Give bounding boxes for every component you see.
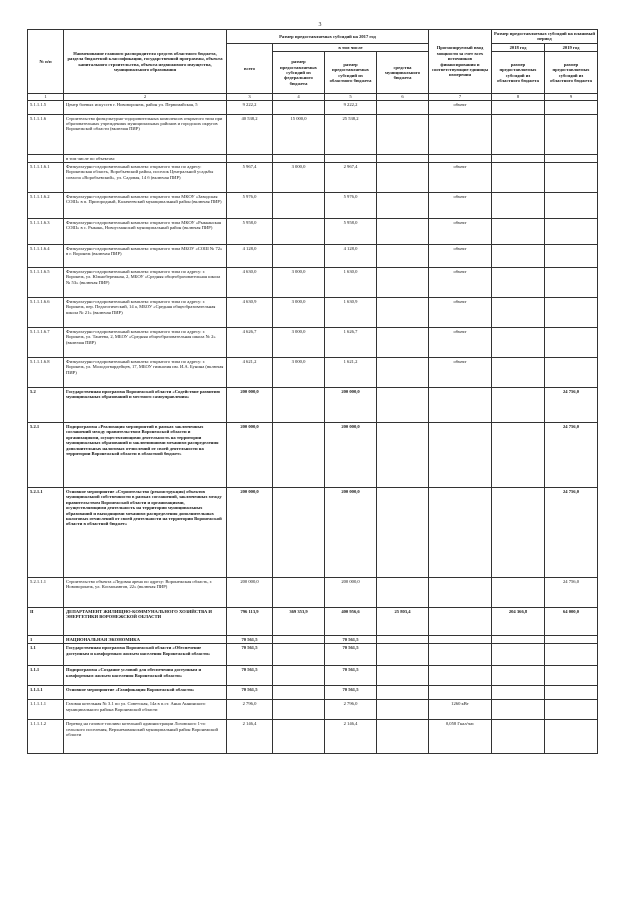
row-obl: 2 146,4 bbox=[325, 720, 377, 754]
row-total: 70 561,5 bbox=[227, 636, 273, 644]
row-name: Физкультурно-оздоровительный комплекс открытого типа МБОУ «СОШ № 72» в г. Воронеж (включая ПИР) bbox=[64, 245, 227, 268]
row-obl: 2 967,4 bbox=[325, 163, 377, 193]
row-fed: 369 353,9 bbox=[273, 608, 325, 636]
row-id: 5.1.1.1.6.7 bbox=[28, 328, 64, 358]
row-2019: 24 756,0 bbox=[545, 488, 598, 578]
row-total: 5 958,0 bbox=[227, 219, 273, 245]
row-id bbox=[28, 154, 64, 162]
row-name: Физкультурно-оздоровительный комплекс открытого типа по адресу: Воронежская область, Воробьевский район, поселок Центральной усадьбы совхоза «Воробьевский», ул. Садовая, 14 б (включая ПИР) bbox=[64, 163, 227, 193]
row-2018 bbox=[492, 163, 545, 193]
column-number: 3 bbox=[227, 94, 273, 100]
row-capacity bbox=[429, 488, 492, 578]
row-mun bbox=[377, 644, 429, 666]
row-name: Физкультурно-оздоровительный комплекс открытого типа МКОУ «Рыкканская СОШ» в с. Рыкань, Новоусманский муниципальный район (включая ПИР) bbox=[64, 219, 227, 245]
row-name: Физкультурно-оздоровительный комплекс открытого типа по адресу: г. Воронеж, пер. Педагогический, 14 а, МБОУ «Средняя общеобразовательная школа № 21» (включая ПИР) bbox=[64, 298, 227, 328]
row-2019 bbox=[545, 328, 598, 358]
row-total: 4 630,9 bbox=[227, 298, 273, 328]
row-capacity: объект bbox=[429, 193, 492, 219]
row-obl bbox=[325, 154, 377, 162]
row-id: 5.1.1.1.6.5 bbox=[28, 268, 64, 298]
row-name: Физкультурно-оздоровительный комплекс открытого типа по адресу: г. Воронеж, ул. Южнобережная, 2, МБОУ «Средняя общеобразовательная школа № 53» (включая ПИР) bbox=[64, 268, 227, 298]
row-fed bbox=[273, 100, 325, 114]
row-id: 5.1.1.1.6.6 bbox=[28, 298, 64, 328]
row-mun bbox=[377, 268, 429, 298]
row-2019 bbox=[545, 154, 598, 162]
table-row bbox=[28, 666, 598, 686]
row-id: 5.2.1 bbox=[28, 423, 64, 488]
row-mun bbox=[377, 298, 429, 328]
row-id: 5.1.1.1.6.4 bbox=[28, 245, 64, 268]
row-obl: 1 630,0 bbox=[325, 268, 377, 298]
row-total: 70 561,5 bbox=[227, 644, 273, 666]
row-id: 1 bbox=[28, 636, 64, 644]
row-capacity bbox=[429, 423, 492, 488]
row-name: Подпрограмма «Создание условий для обеспечения доступным и комфортным жильем населения Воронежской области» bbox=[64, 666, 227, 686]
row-total: 5 967,4 bbox=[227, 163, 273, 193]
row-capacity: объект bbox=[429, 245, 492, 268]
row-2018 bbox=[492, 245, 545, 268]
table-row bbox=[28, 298, 598, 328]
row-fed: 3 000,0 bbox=[273, 358, 325, 388]
column-number: 5 bbox=[325, 94, 377, 100]
row-2019: 64 000,0 bbox=[545, 608, 598, 636]
row-2018 bbox=[492, 686, 545, 700]
row-total: 4 128,0 bbox=[227, 245, 273, 268]
row-2019 bbox=[545, 644, 598, 666]
row-capacity: объект bbox=[429, 100, 492, 114]
row-capacity bbox=[429, 114, 492, 154]
row-obl: 5 976,0 bbox=[325, 193, 377, 219]
row-2018 bbox=[492, 666, 545, 686]
row-fed bbox=[273, 488, 325, 578]
row-id: 5.1.1.1.6 bbox=[28, 114, 64, 154]
table-row bbox=[28, 636, 598, 644]
row-obl: 2 796,0 bbox=[325, 700, 377, 720]
column-number: 2 bbox=[64, 94, 227, 100]
row-capacity: объект bbox=[429, 298, 492, 328]
row-2019 bbox=[545, 686, 598, 700]
row-total: 200 000,0 bbox=[227, 423, 273, 488]
row-fed bbox=[273, 423, 325, 488]
row-capacity: 0,058 Гкал/час bbox=[429, 720, 492, 754]
table-row bbox=[28, 423, 598, 488]
row-mun bbox=[377, 154, 429, 162]
row-2019 bbox=[545, 666, 598, 686]
table-row bbox=[28, 388, 598, 423]
row-2019: 24 756,0 bbox=[545, 578, 598, 608]
row-name: Газовая котельная № 3.1 по ул. Советская, 14а в п.ст. Анна Аннинского муниципального района Воронежской области bbox=[64, 700, 227, 720]
row-2019 bbox=[545, 219, 598, 245]
row-2018 bbox=[492, 219, 545, 245]
row-id: 5.2.1.1.1 bbox=[28, 578, 64, 608]
header-2019-sub: размер предоставляемых субсидий из областного бюджета bbox=[545, 52, 598, 94]
row-id: 5.2.1.1 bbox=[28, 488, 64, 578]
row-2019: 24 756,0 bbox=[545, 388, 598, 423]
row-2018 bbox=[492, 114, 545, 154]
row-id: 1.1.1.1.1 bbox=[28, 700, 64, 720]
table-row bbox=[28, 154, 598, 162]
row-id: 5.1.1.1.6.8 bbox=[28, 358, 64, 388]
row-2018 bbox=[492, 488, 545, 578]
row-2018 bbox=[492, 578, 545, 608]
row-obl: 70 561,5 bbox=[325, 666, 377, 686]
row-fed bbox=[273, 154, 325, 162]
row-mun bbox=[377, 114, 429, 154]
row-2019 bbox=[545, 245, 598, 268]
row-total: 9 222,2 bbox=[227, 100, 273, 114]
row-total: 70 561,5 bbox=[227, 666, 273, 686]
row-fed: 15 000,0 bbox=[273, 114, 325, 154]
row-name: Физкультурно-оздоровительный комплекс открытого типа по адресу: г. Воронеж, ул. Танеева, 2, МБОУ «Средняя общеобразовательная школа № 2» (включая ПИР) bbox=[64, 328, 227, 358]
row-id: 1.1.1 bbox=[28, 666, 64, 686]
row-total bbox=[227, 154, 273, 162]
column-number: 7 bbox=[429, 94, 492, 100]
column-number: 9 bbox=[545, 94, 598, 100]
table-row bbox=[28, 644, 598, 666]
table-row bbox=[28, 686, 598, 700]
row-fed bbox=[273, 578, 325, 608]
header-capacity: Прогнозируемый ввод мощности за счет всех источников финансирования и соответствующие единицы измерения bbox=[429, 30, 492, 94]
row-fed: 3 000,0 bbox=[273, 268, 325, 298]
row-name: Государственная программа Воронежской области «Содействие развитию муниципальных образований и местного самоуправления» bbox=[64, 388, 227, 423]
row-name: ДЕПАРТАМЕНТ ЖИЛИЩНО-КОММУНАЛЬНОГО ХОЗЯЙСТВА И ЭНЕРГЕТИКИ ВОРОНЕЖСКОЙ ОБЛАСТИ bbox=[64, 608, 227, 636]
header-name: Наименование главного распорядителя средств областного бюджета, раздела бюджетной классификации, государственной программы, объекта капитального строительства, объекта недвижимого имущества, муниципального образования bbox=[64, 30, 227, 94]
row-2019 bbox=[545, 268, 598, 298]
row-id: 1.1.1.1 bbox=[28, 686, 64, 700]
row-capacity: объект bbox=[429, 219, 492, 245]
row-id: 5.1.1.1.6.3 bbox=[28, 219, 64, 245]
row-2018 bbox=[492, 720, 545, 754]
row-2018 bbox=[492, 358, 545, 388]
row-capacity: объект bbox=[429, 163, 492, 193]
row-fed bbox=[273, 245, 325, 268]
row-2018 bbox=[492, 154, 545, 162]
row-mun bbox=[377, 720, 429, 754]
row-capacity: объект bbox=[429, 268, 492, 298]
row-capacity bbox=[429, 578, 492, 608]
row-2018 bbox=[492, 100, 545, 114]
row-mun bbox=[377, 219, 429, 245]
row-name: Основное мероприятие «Газификация Воронежской области» bbox=[64, 686, 227, 700]
row-obl: 70 561,5 bbox=[325, 686, 377, 700]
table-row bbox=[28, 245, 598, 268]
row-2019 bbox=[545, 358, 598, 388]
row-mun bbox=[377, 686, 429, 700]
row-fed bbox=[273, 666, 325, 686]
row-total: 2 146,4 bbox=[227, 720, 273, 754]
row-2018 bbox=[492, 700, 545, 720]
row-capacity bbox=[429, 154, 492, 162]
row-capacity bbox=[429, 636, 492, 644]
row-fed: 3 000,0 bbox=[273, 298, 325, 328]
page-number: 3 bbox=[318, 22, 322, 28]
header-mun: средства муниципального бюджета bbox=[377, 52, 429, 94]
row-2018 bbox=[492, 388, 545, 423]
row-fed bbox=[273, 636, 325, 644]
row-mun bbox=[377, 328, 429, 358]
column-number: 1 bbox=[28, 94, 64, 100]
table-row bbox=[28, 114, 598, 154]
row-fed: 3 000,0 bbox=[273, 328, 325, 358]
table-row bbox=[28, 488, 598, 578]
row-2018 bbox=[492, 423, 545, 488]
row-obl: 5 958,0 bbox=[325, 219, 377, 245]
row-2018: 204 366,8 bbox=[492, 608, 545, 636]
table-row bbox=[28, 193, 598, 219]
header-fed: размер предоставляемых субсидий из федерального бюджета bbox=[273, 52, 325, 94]
row-mun bbox=[377, 388, 429, 423]
row-id: II bbox=[28, 608, 64, 636]
row-mun bbox=[377, 245, 429, 268]
row-fed bbox=[273, 700, 325, 720]
header-plan: Размер предоставляемых субсидий на плановый период bbox=[492, 30, 598, 44]
row-name: в том числе по объектам: bbox=[64, 154, 227, 162]
header-2017: Размер предоставляемых субсидий на 2017 год bbox=[227, 30, 429, 44]
row-2019 bbox=[545, 298, 598, 328]
table-row bbox=[28, 328, 598, 358]
subsidies-table bbox=[27, 29, 598, 754]
row-obl: 400 956,6 bbox=[325, 608, 377, 636]
row-fed bbox=[273, 644, 325, 666]
row-id: 5.1.1.1.6.1 bbox=[28, 163, 64, 193]
row-mun bbox=[377, 193, 429, 219]
row-id: 1.1.1.1.2 bbox=[28, 720, 64, 754]
row-total: 2 796,0 bbox=[227, 700, 273, 720]
column-number: 6 bbox=[377, 94, 429, 100]
row-obl: 1 626,7 bbox=[325, 328, 377, 358]
row-obl: 1 630,9 bbox=[325, 298, 377, 328]
row-2019: 24 756,0 bbox=[545, 423, 598, 488]
row-mun bbox=[377, 666, 429, 686]
row-name: НАЦИОНАЛЬНАЯ ЭКОНОМИКА bbox=[64, 636, 227, 644]
row-capacity bbox=[429, 686, 492, 700]
row-obl: 200 000,0 bbox=[325, 488, 377, 578]
row-total: 796 113,9 bbox=[227, 608, 273, 636]
header-incl: в том числе bbox=[273, 43, 429, 51]
row-obl: 9 222,2 bbox=[325, 100, 377, 114]
row-total: 200 000,0 bbox=[227, 488, 273, 578]
row-total: 4 626,7 bbox=[227, 328, 273, 358]
row-name: Физкультурно-оздоровительный комплекс открытого типа по адресу: г. Воронеж, ул. Молодогвардейцев, 17, МБОУ гимназия им. И.А. Бунина (включая ПИР) bbox=[64, 358, 227, 388]
row-mun bbox=[377, 100, 429, 114]
row-name: Перевод на газовое топливо котельной администрации Лозовского 1-го сельского поселения, Верхнемамонский муниципальный район Воронежской области bbox=[64, 720, 227, 754]
row-name: Государственная программа Воронежской области «Обеспечение доступным и комфортным жильем населения Воронежской области» bbox=[64, 644, 227, 666]
row-obl: 70 561,5 bbox=[325, 636, 377, 644]
table-row bbox=[28, 720, 598, 754]
row-2019 bbox=[545, 700, 598, 720]
row-total: 4 630,0 bbox=[227, 268, 273, 298]
row-2018 bbox=[492, 193, 545, 219]
row-obl: 4 128,0 bbox=[325, 245, 377, 268]
row-2019 bbox=[545, 163, 598, 193]
row-2018 bbox=[492, 644, 545, 666]
row-capacity: объект bbox=[429, 328, 492, 358]
row-mun bbox=[377, 358, 429, 388]
row-obl: 200 000,0 bbox=[325, 578, 377, 608]
row-fed bbox=[273, 193, 325, 219]
row-capacity bbox=[429, 644, 492, 666]
row-name: Подпрограмма «Реализация мероприятий в рамках заключенных соглашений между правительством Воронежской области и организациями, осуществляющими деятельность на территории муниципальных образований и заключившими механизм распределения дополнительных налоговых отчислений от своей деятельности на территории Воронежской области в областной бюджет» bbox=[64, 423, 227, 488]
row-capacity: 1260 кВт bbox=[429, 700, 492, 720]
row-mun bbox=[377, 163, 429, 193]
row-name: Центр боевых искусств г. Нововоронеж, район ул. Первомайская, 5 bbox=[64, 100, 227, 114]
row-capacity bbox=[429, 608, 492, 636]
row-total: 70 561,5 bbox=[227, 686, 273, 700]
table-row bbox=[28, 268, 598, 298]
row-name: Основное мероприятие «Строительство (реконструкция) объектов муниципальной собственности в рамках соглашений, заключенных между правительством Воронежской области и организациями, осуществляющими деятельность на территории муниципальных образований и выходящими механизм распределения дополнительных налоговых отчислений от своей деятельности на территории Воронежской области в областной бюджет» bbox=[64, 488, 227, 578]
row-obl: 200 000,0 bbox=[325, 423, 377, 488]
header-2019: 2019 год bbox=[545, 43, 598, 51]
row-mun bbox=[377, 578, 429, 608]
row-2018 bbox=[492, 298, 545, 328]
header-total: всего bbox=[227, 43, 273, 93]
header-2018: 2018 год bbox=[492, 43, 545, 51]
row-name: Строительство объекта «Ледовая арена по адресу: Воронежская область, г. Нововоронеж, ул. Космонавтов, 22» (включая ПИР) bbox=[64, 578, 227, 608]
header-obl: размер предоставляемых субсидий из областного бюджета bbox=[325, 52, 377, 94]
row-2019 bbox=[545, 636, 598, 644]
column-number: 4 bbox=[273, 94, 325, 100]
header-2018-sub: размер предоставляемых субсидий из областного бюджета bbox=[492, 52, 545, 94]
column-number: 8 bbox=[492, 94, 545, 100]
row-total: 40 538,2 bbox=[227, 114, 273, 154]
table-row bbox=[28, 578, 598, 608]
row-id: 1.1 bbox=[28, 644, 64, 666]
row-fed bbox=[273, 720, 325, 754]
row-capacity bbox=[429, 666, 492, 686]
row-name: Физкультурно-оздоровительный комплекс открытого типа МКОУ «Заводская СОШ» в п. Пригородный, Калачеевский муниципальный район (включая ПИР) bbox=[64, 193, 227, 219]
row-mun bbox=[377, 636, 429, 644]
row-total: 200 000,0 bbox=[227, 388, 273, 423]
row-2019 bbox=[545, 720, 598, 754]
row-fed bbox=[273, 219, 325, 245]
row-fed bbox=[273, 686, 325, 700]
row-id: 5.2 bbox=[28, 388, 64, 423]
row-2019 bbox=[545, 193, 598, 219]
row-fed: 3 000,0 bbox=[273, 163, 325, 193]
row-2018 bbox=[492, 636, 545, 644]
row-total: 200 000,0 bbox=[227, 578, 273, 608]
row-fed bbox=[273, 388, 325, 423]
row-2018 bbox=[492, 328, 545, 358]
row-mun bbox=[377, 700, 429, 720]
table-row bbox=[28, 608, 598, 636]
row-mun: 25 803,4 bbox=[377, 608, 429, 636]
row-obl: 70 561,5 bbox=[325, 644, 377, 666]
row-mun bbox=[377, 423, 429, 488]
table-row bbox=[28, 358, 598, 388]
row-capacity bbox=[429, 388, 492, 423]
table-row bbox=[28, 219, 598, 245]
table-row bbox=[28, 700, 598, 720]
row-2019 bbox=[545, 114, 598, 154]
row-total: 5 976,0 bbox=[227, 193, 273, 219]
row-name: Строительство физкультурно-оздоровительных комплексов открытого типа при образовательных учреждениях муниципальных районов и городских округов Воронежской области (включая ПИР) bbox=[64, 114, 227, 154]
row-obl: 200 000,0 bbox=[325, 388, 377, 423]
row-obl: 1 621,2 bbox=[325, 358, 377, 388]
row-2019 bbox=[545, 100, 598, 114]
row-2018 bbox=[492, 268, 545, 298]
header-num: № п/п bbox=[28, 30, 64, 94]
row-id: 5.1.1.1.6.2 bbox=[28, 193, 64, 219]
row-capacity: объект bbox=[429, 358, 492, 388]
row-mun bbox=[377, 488, 429, 578]
table-row bbox=[28, 100, 598, 114]
row-obl: 25 538,2 bbox=[325, 114, 377, 154]
row-total: 4 621,2 bbox=[227, 358, 273, 388]
table-row bbox=[28, 163, 598, 193]
row-id: 5.1.1.1.5 bbox=[28, 100, 64, 114]
